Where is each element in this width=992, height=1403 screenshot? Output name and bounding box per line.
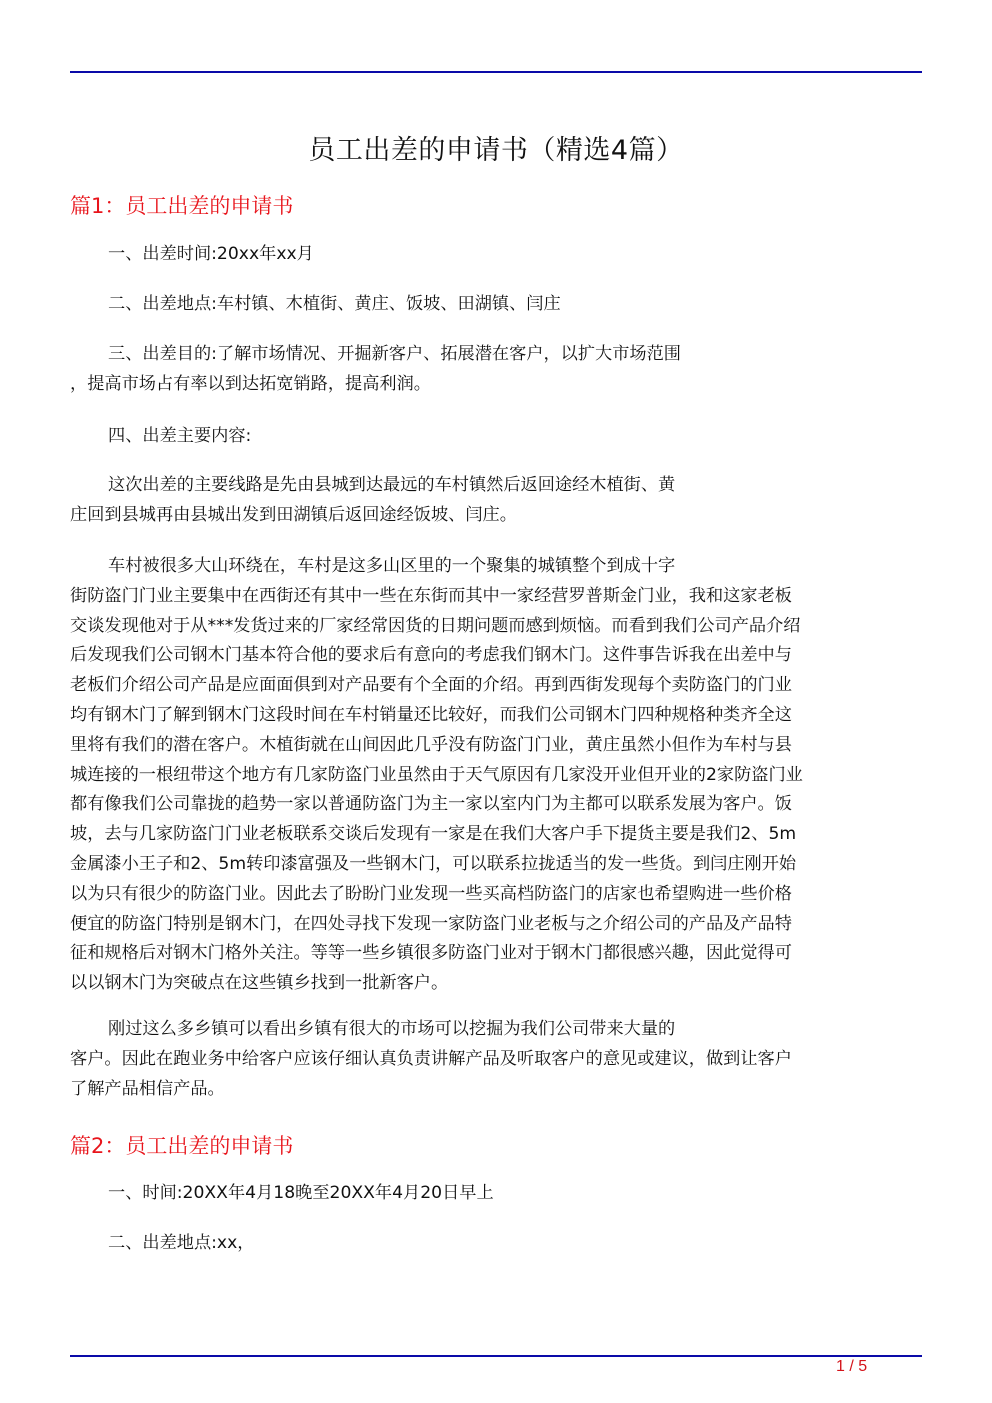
text-line: 里将有我们的潜在客户。木植街就在山间因此几乎没有防盗门门业，黄庄虽然小但作为车村与县 bbox=[70, 734, 792, 755]
document-title: 员工出差的申请书（精选4篇） bbox=[308, 135, 684, 166]
text-line: 后发现我们公司钢木门基本符合他的要求后有意向的考虑我们钢木门。这件事告诉我在出差中与 bbox=[70, 645, 792, 666]
text-line: 二、出差地点:车村镇、木植街、黄庄、饭坡、田湖镇、闫庄 bbox=[108, 294, 561, 314]
paragraph-main-content-heading bbox=[70, 422, 922, 452]
paragraph-market-findings bbox=[70, 552, 922, 999]
paragraph-travel-location-2 bbox=[70, 1229, 922, 1259]
text-line: 了解产品相信产品。 bbox=[70, 1078, 225, 1099]
paragraph-travel-time-2 bbox=[70, 1179, 922, 1209]
paragraph-travel-locations bbox=[70, 290, 922, 320]
text-line: 一、出差时间:20xx年xx月 bbox=[108, 244, 314, 264]
text-line: 客户。因此在跑业务中给客户应该仔细认真负责讲解产品及听取客户的意见或建议，做到让客户 bbox=[70, 1048, 792, 1069]
paragraph-conclusion bbox=[70, 1015, 922, 1104]
text-line: 四、出差主要内容: bbox=[108, 426, 252, 446]
header-rule bbox=[70, 71, 922, 73]
text-line: 均有钢木门了解到钢木门这段时间在车村销量还比较好，而我们公司钢木门四种规格种类齐全这 bbox=[70, 704, 792, 725]
section-heading-2: 篇2：员工出差的申请书 bbox=[70, 1134, 294, 1158]
text-line: ，提高市场占有率以到达拓宽销路，提高利润。 bbox=[70, 373, 431, 394]
text-line: 庄回到县城再由县城出发到田湖镇后返回途经饭坡、闫庄。 bbox=[70, 504, 517, 525]
text-line: 便宜的防盗门特别是钢木门，在四处寻找下发现一家防盗门业老板与之介绍公司的产品及产品特 bbox=[70, 913, 792, 934]
text-line: 三、出差目的:了解市场情况、开掘新客户、拓展潜在客户，以扩大市场范围 bbox=[108, 344, 681, 364]
section-heading-1: 篇1：员工出差的申请书 bbox=[70, 194, 294, 218]
text-line: 这次出差的主要线路是先由县城到达最远的车村镇然后返回途经木植街、黄 bbox=[108, 475, 676, 495]
paragraph-travel-purpose bbox=[70, 340, 922, 400]
text-line: 街防盗门门业主要集中在西街还有其中一些在东街而其中一家经营罗普斯金门业，我和这家老板 bbox=[70, 585, 792, 606]
text-line: 金属漆小王子和2、5m转印漆富强及一些钢木门，可以联系拉拢适当的发一些货。到闫庄刚开始 bbox=[70, 853, 797, 874]
text-line: 都有像我们公司靠拢的趋势一家以普通防盗门为主一家以室内门为主都可以联系发展为客户。饭 bbox=[70, 794, 792, 815]
text-line: 二、出差地点:xx， bbox=[108, 1233, 255, 1253]
text-line: 车村被很多大山环绕在，车村是这多山区里的一个聚集的城镇整个到成十字 bbox=[108, 556, 676, 576]
text-line: 刚过这么多乡镇可以看出乡镇有很大的市场可以挖掘为我们公司带来大量的 bbox=[108, 1019, 676, 1039]
paragraph-route bbox=[70, 471, 922, 531]
page-number: 1 / 5 bbox=[836, 1358, 868, 1375]
text-line: 以以钢木门为突破点在这些镇乡找到一批新客户。 bbox=[70, 973, 449, 994]
text-line: 征和规格后对钢木门格外关注。等等一些乡镇很多防盗门业对于钢木门都很感兴趣，因此觉得可 bbox=[70, 943, 792, 964]
text-line: 交谈发现他对于从***发货过来的厂家经常因货的日期问题而感到烦恼。而看到我们公司产品介绍 bbox=[70, 615, 801, 636]
text-line: 坡，去与几家防盗门门业老板联系交谈后发现有一家是在我们大客户手下提货主要是我们2、5m bbox=[70, 824, 797, 845]
footer-rule bbox=[70, 1355, 922, 1357]
text-line: 以为只有很少的防盗门业。因此去了盼盼门业发现一些买高档防盗门的店家也希望购进一些价格 bbox=[70, 883, 792, 904]
paragraph-travel-time bbox=[70, 240, 922, 270]
text-line: 老板们介绍公司产品是应面面俱到对产品要有个全面的介绍。再到西街发现每个卖防盗门的门业 bbox=[70, 675, 792, 696]
text-line: 城连接的一根纽带这个地方有几家防盗门业虽然由于天气原因有几家没开业但开业的2家防盗门业 bbox=[70, 764, 803, 785]
text-line: 一、时间:20XX年4月18晚至20XX年4月20日早上 bbox=[108, 1183, 494, 1203]
